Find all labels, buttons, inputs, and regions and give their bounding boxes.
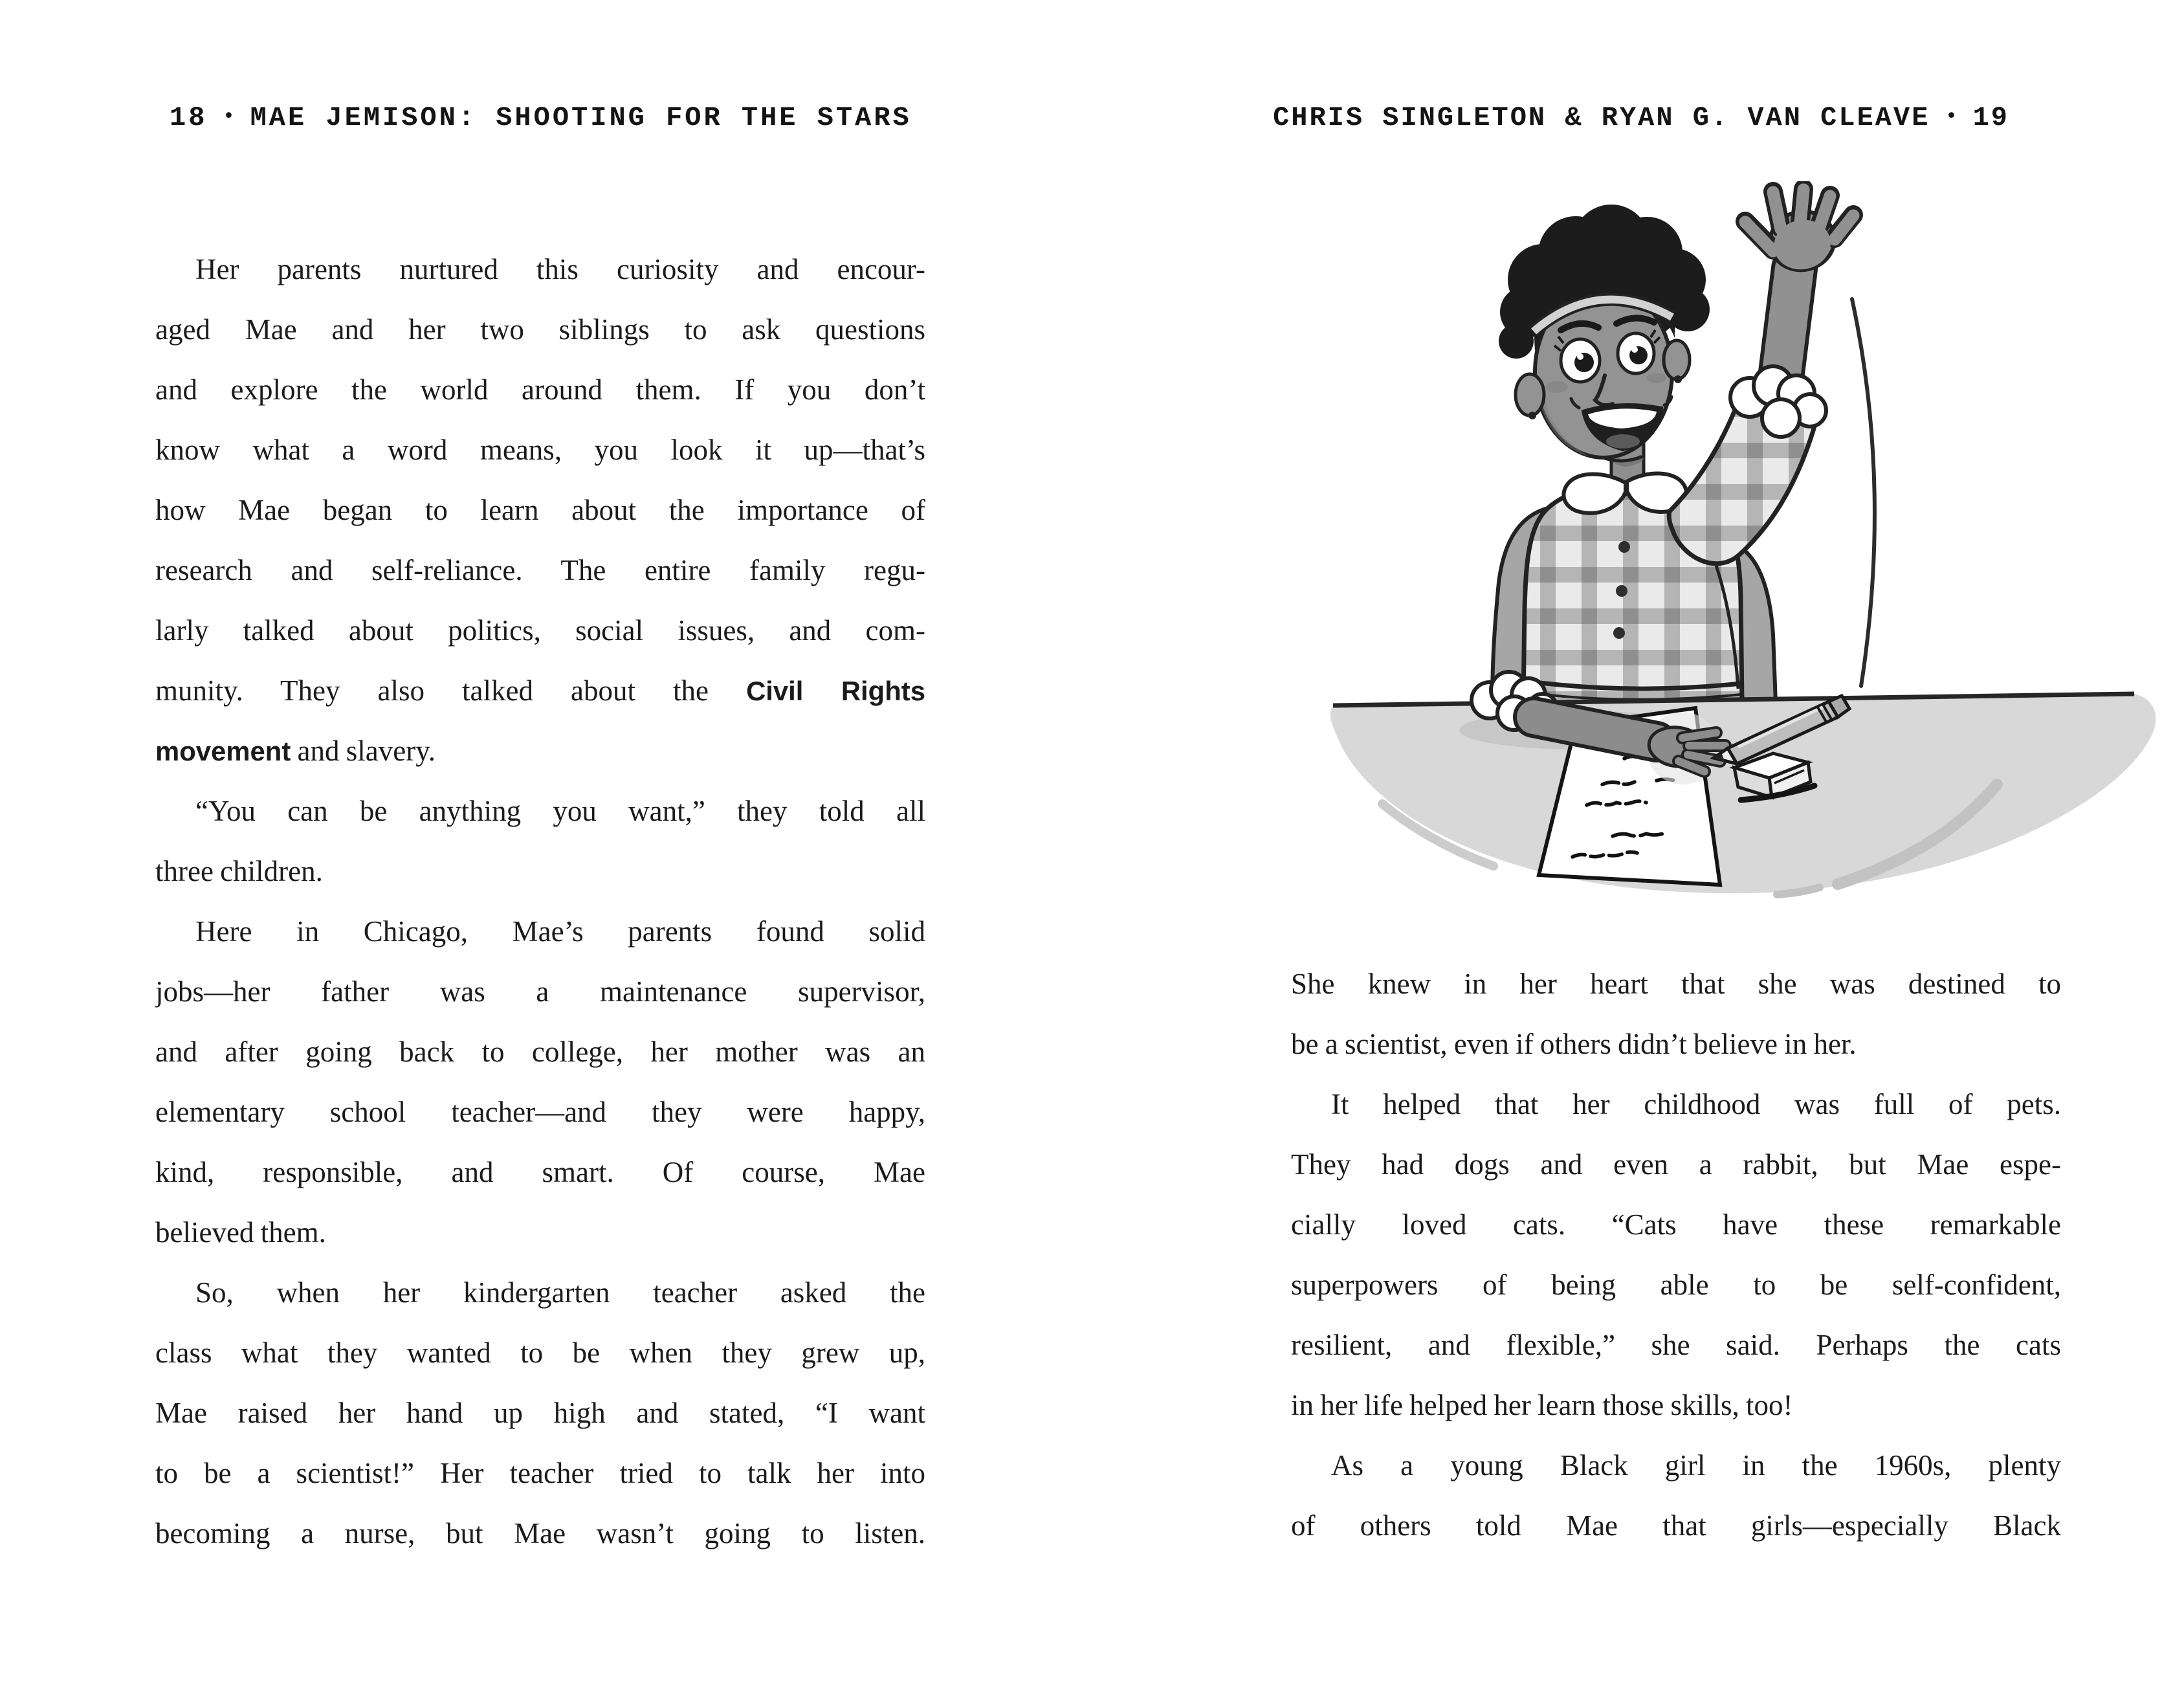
illustration-mae-raising-hand	[1320, 181, 2168, 913]
page-number-left: 18	[170, 102, 208, 133]
running-title-right: CHRIS SINGLETON & RYAN G. VAN CLEAVE	[1273, 102, 1930, 133]
running-header-right	[1273, 102, 2009, 133]
text-line	[1291, 1255, 2061, 1315]
tongue	[1606, 434, 1640, 449]
earring	[1674, 375, 1682, 383]
text-line	[155, 601, 925, 661]
separator-dot: •	[223, 106, 235, 128]
text-segment: They had dogs and even a rabbit, but Mae espe-	[1291, 1148, 2061, 1181]
text-line	[155, 841, 925, 902]
text-line	[155, 1203, 925, 1263]
text-segment: research and self-reliance. The entire family regu-	[155, 554, 925, 586]
ear-left	[1516, 374, 1544, 419]
text-line	[155, 1142, 925, 1203]
paragraph	[155, 902, 925, 1263]
text-segment: cially loved cats. “Cats have these remarkable	[1291, 1208, 2061, 1241]
text-line	[155, 661, 925, 721]
text-line	[155, 1323, 925, 1383]
text-segment: becoming a nurse, but Mae wasn’t going to listen.	[155, 1517, 925, 1549]
text-segment: elementary school teacher—and they were happy,	[155, 1096, 925, 1128]
text-segment: to be a scientist!” Her teacher tried to talk her into	[155, 1457, 925, 1489]
text-segment: resilient, and flexible,” she said. Perhaps the cats	[1291, 1329, 2061, 1361]
text-line	[1291, 1436, 2061, 1496]
motion-line	[1852, 299, 1875, 686]
text-segment: class what they wanted to be when they grew up,	[155, 1337, 925, 1369]
text-segment: It helped that her childhood was full of pets.	[1331, 1088, 2061, 1120]
desk	[1330, 694, 2156, 893]
text-segment: be a scientist, even if others didn’t believe in her.	[1291, 1028, 1857, 1060]
page-number-right: 19	[1972, 102, 2009, 133]
paragraph	[1291, 1074, 2061, 1436]
text-segment: Her parents nurtured this curiosity and encour-	[195, 253, 925, 285]
running-title-left: MAE JEMISON: SHOOTING FOR THE STARS	[250, 102, 912, 133]
text-line	[1291, 1315, 2061, 1375]
text-line	[155, 300, 925, 360]
text-segment: kind, responsible, and smart. Of course, Mae	[155, 1156, 925, 1188]
cheek-right	[1647, 373, 1666, 383]
dress-button	[1616, 585, 1627, 597]
text-line	[155, 360, 925, 420]
text-segment: three children.	[155, 855, 323, 887]
text-line	[1291, 1375, 2061, 1436]
text-segment: As a young Black girl in the 1960s, plenty	[1331, 1449, 2061, 1482]
earring	[1528, 412, 1536, 419]
page-18-text-column	[155, 239, 925, 1564]
text-segment: in her life helped her learn those skills, too!	[1291, 1389, 1793, 1421]
running-header-left	[170, 102, 912, 133]
text-segment: aged Mae and her two siblings to ask questions	[155, 313, 925, 346]
text-segment: larly talked about politics, social issues, and com-	[155, 614, 925, 647]
text-segment: believed them.	[155, 1216, 326, 1249]
text-segment: how Mae began to learn about the importance of	[155, 494, 925, 526]
text-segment: and slavery.	[291, 735, 436, 767]
text-line	[1291, 1496, 2061, 1556]
text-segment: Here in Chicago, Mae’s parents found solid	[195, 915, 925, 948]
text-segment: know what a word means, you look it up—that’s	[155, 434, 925, 466]
paragraph	[1291, 954, 2061, 1074]
text-segment: munity. They also talked about the	[155, 674, 747, 707]
text-line	[155, 1263, 925, 1323]
text-segment: Mae raised her hand up high and stated, “I want	[155, 1397, 925, 1429]
paragraph	[155, 239, 925, 781]
text-segment: She knew in her heart that she was destined to	[1291, 968, 2061, 1000]
text-segment: of others told Mae that girls—especially Black	[1291, 1509, 2061, 1542]
paragraph	[155, 1263, 925, 1564]
text-line	[155, 540, 925, 601]
text-line	[1291, 1074, 2061, 1135]
text-line	[1291, 1195, 2061, 1255]
text-line	[1291, 1135, 2061, 1195]
text-segment: jobs—her father was a maintenance supervisor,	[155, 975, 925, 1008]
text-line	[155, 1443, 925, 1504]
text-line	[155, 781, 925, 841]
text-line	[1291, 1014, 2061, 1074]
text-line	[155, 962, 925, 1022]
text-segment: So, when her kindergarten teacher asked the	[195, 1276, 925, 1309]
text-line	[155, 902, 925, 962]
text-line	[155, 239, 925, 300]
text-segment: and after going back to college, her mother was an	[155, 1036, 925, 1068]
text-line	[155, 1022, 925, 1082]
cheek-left	[1546, 381, 1568, 393]
text-segment: superpowers of being able to be self-confident,	[1291, 1269, 2061, 1301]
bold-glossary-term: Civil Rights	[746, 676, 925, 706]
paragraph	[155, 781, 925, 902]
page-19-text-column	[1291, 954, 2061, 1556]
separator-dot: •	[1945, 106, 1958, 128]
text-line	[155, 480, 925, 540]
text-line	[155, 1383, 925, 1443]
text-line	[155, 721, 925, 781]
text-segment: “You can be anything you want,” they told all	[195, 795, 925, 827]
text-line	[155, 1504, 925, 1564]
bold-glossary-term: movement	[155, 736, 291, 766]
text-line	[155, 1082, 925, 1142]
text-line	[155, 420, 925, 480]
dress-button	[1618, 541, 1630, 553]
text-line	[1291, 954, 2061, 1014]
dress-button	[1613, 627, 1625, 639]
paragraph	[1291, 1436, 2061, 1556]
text-segment: and explore the world around them. If you don’t	[155, 373, 925, 406]
